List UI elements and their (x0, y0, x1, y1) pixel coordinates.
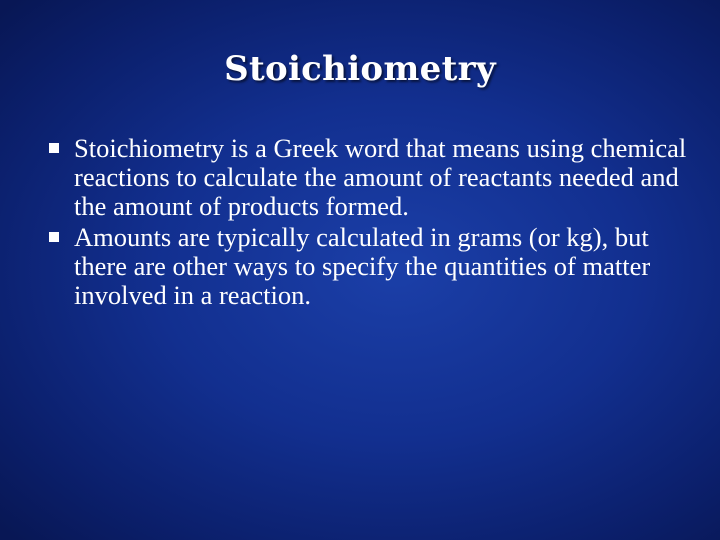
bullet-text: Amounts are typically calculated in grams (or kg), but there are other ways to specify the quantities of matter involved in a reaction. (74, 222, 651, 310)
slide-title: Stoichiometry (224, 49, 496, 89)
bullet-list (74, 134, 694, 312)
bullet-text: Stoichiometry is a Greek word that means using chemical reactions to calculate the amount of reactants needed and the amount of products formed. (74, 133, 687, 221)
bullet-item (74, 134, 694, 221)
square-bullet-icon (49, 143, 59, 153)
square-bullet-icon (49, 232, 59, 242)
bullet-item (74, 223, 694, 310)
